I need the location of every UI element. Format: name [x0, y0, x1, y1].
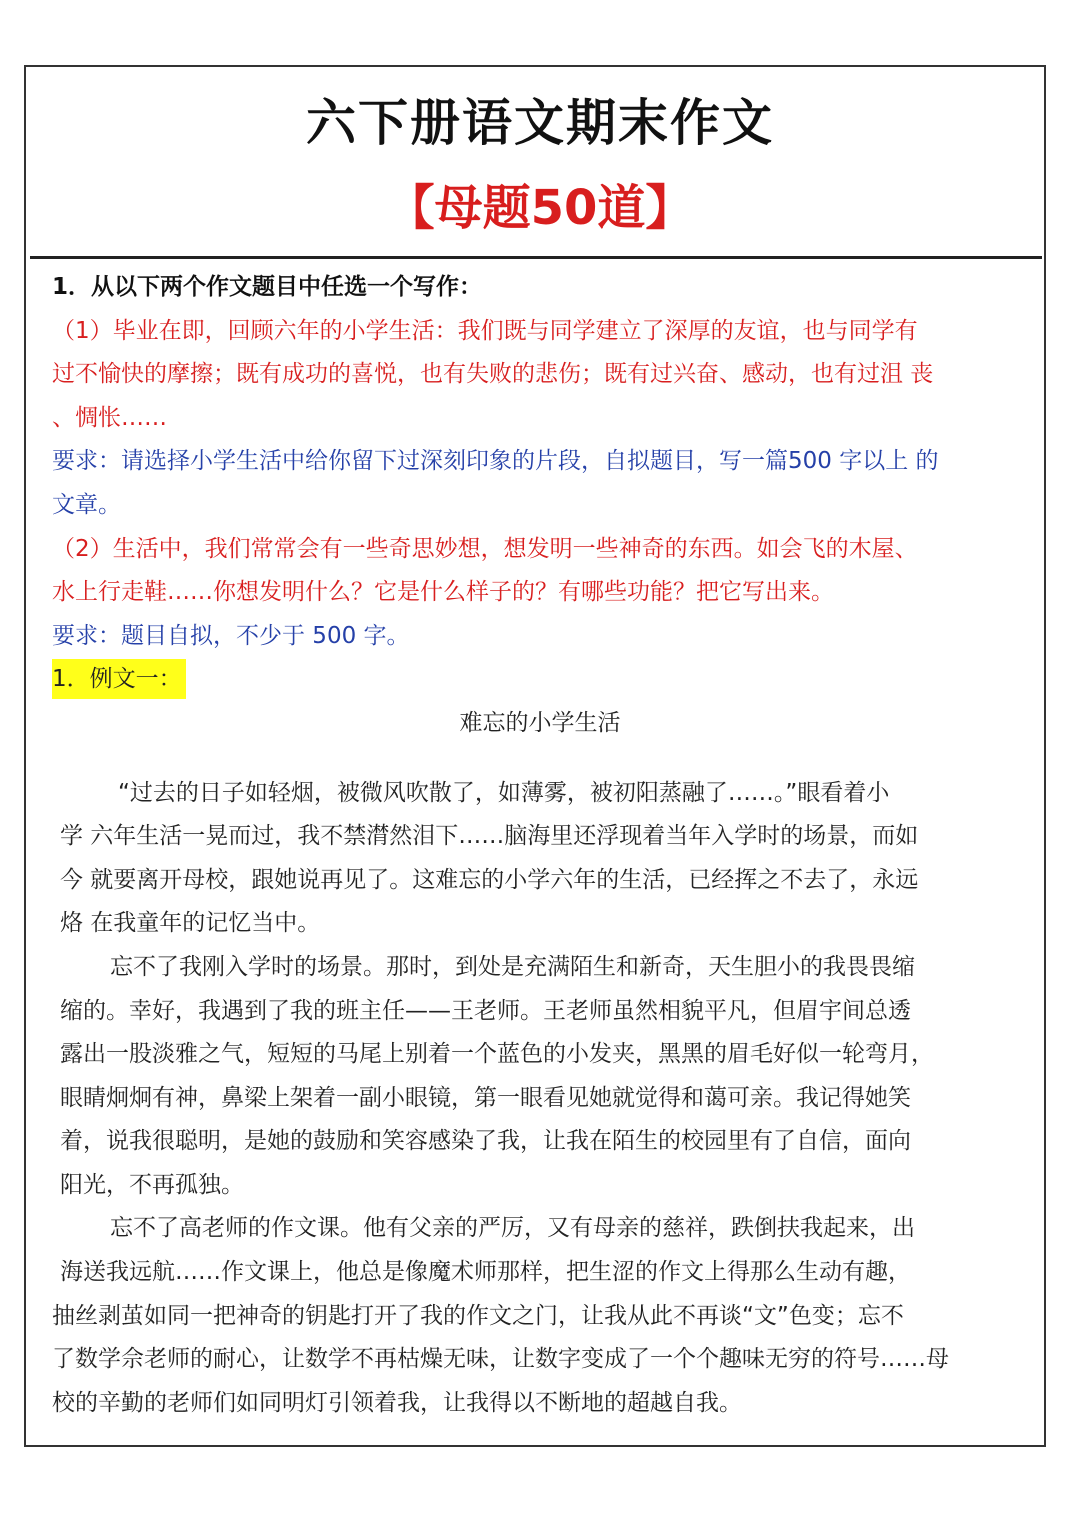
requirement2-line: 要求：题目自拟，不少于 500 字。 — [52, 622, 410, 649]
essay-line: 缩的。幸好，我遇到了我的班主任——王老师。王老师虽然相貌平凡，但眉宇间总透 — [60, 997, 911, 1024]
essay-line: 烙 在我童年的记忆当中。 — [60, 910, 321, 937]
option1-line: （1）毕业在即，回顾六年的小学生活：我们既与同学建立了深厚的友谊，也与同学有 — [52, 317, 918, 344]
page-subtitle: 【母题50道】 — [386, 180, 694, 236]
essay-line: 校的辛勤的老师们如同明灯引领着我，让我得以不断地的超越自我。 — [52, 1389, 742, 1416]
document-body — [52, 266, 1034, 1425]
essay-line: 眼睛炯炯有神，鼻梁上架着一副小眼镜，第一眼看见她就觉得和蔼可亲。我记得她笑 — [60, 1084, 911, 1111]
requirement1-line: 要求：请选择小学生活中给你留下过深刻印象的片段，自拟题目，写一篇500 字以上 的 — [52, 448, 939, 475]
example-label: 1．例文一： — [52, 659, 186, 699]
essay-line: 了数学佘老师的耐心，让数学不再枯燥无味，让数字变成了一个个趣味无穷的符号……母 — [52, 1346, 949, 1373]
title-divider — [30, 256, 1042, 259]
essay-line: 海送我远航……作文课上，他总是像魔术师那样，把生涩的作文上得那么生动有趣， — [60, 1259, 911, 1286]
essay-line: 忘不了我刚入学时的场景。那时，到处是充满陌生和新奇，天生胆小的我畏畏缩 — [110, 953, 915, 980]
essay-line: 学 六年生活一晃而过，我不禁潸然泪下……脑海里还浮现着当年入学时的场景，而如 — [60, 823, 919, 850]
essay-title: 难忘的小学生活 — [459, 709, 621, 736]
page-title: 六下册语文期末作文 — [306, 94, 774, 152]
question-heading: 1．从以下两个作文题目中任选一个写作： — [52, 274, 483, 300]
essay-line: 今 就要离开母校，跟她说再见了。这难忘的小学六年的生活，已经挥之不去了，永远 — [60, 866, 919, 893]
option2-line: （2）生活中，我们常常会有一些奇思妙想，想发明一些神奇的东西。如会飞的木屋、 — [52, 535, 918, 562]
essay-line: 阳光，不再孤独。 — [60, 1171, 244, 1198]
requirement1-line: 文章。 — [52, 491, 121, 518]
essay-line: 抽丝剥茧如同一把神奇的钥匙打开了我的作文之门，让我从此不再谈“文”色变；忘不 — [52, 1302, 904, 1329]
essay-line: 忘不了高老师的作文课。他有父亲的严厉，又有母亲的慈祥，跌倒扶我起来，出 — [110, 1215, 915, 1242]
essay-line: “过去的日子如轻烟，被微风吹散了，如薄雾，被初阳蒸融了……。”眼看着小 — [118, 779, 890, 806]
option1-line: 过不愉快的摩擦；既有成功的喜悦，也有失败的悲伤；既有过兴奋、感动，也有过沮 丧 — [52, 361, 934, 388]
example-label-row — [52, 658, 1034, 702]
option1-line: 、惆怅…… — [52, 404, 167, 431]
option2-line: 水上行走鞋……你想发明什么？它是什么样子的？有哪些功能？把它写出来。 — [52, 579, 834, 606]
essay-line: 着，说我很聪明，是她的鼓励和笑容感染了我，让我在陌生的校园里有了自信，面向 — [60, 1128, 911, 1155]
essay-body — [52, 772, 1034, 1426]
essay-line: 露出一股淡雅之气，短短的马尾上别着一个蓝色的小发夹，黑黑的眉毛好似一轮弯月， — [60, 1041, 934, 1068]
